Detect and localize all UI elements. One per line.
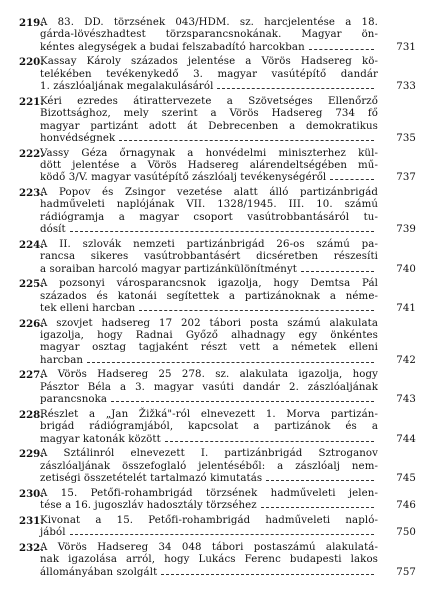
entry-title-line: nak igazolása arról, hogy Lukács Ferenc budapesti lakos bbox=[40, 554, 378, 566]
entry-title-last-line bbox=[40, 264, 378, 276]
entry-title-line: A 15. Petőfi-rohambrigád törzsének hadműveleti jelen- bbox=[40, 487, 378, 499]
entry-title-line: tek elleni harcban bbox=[40, 303, 136, 315]
entry-number: 230. bbox=[19, 487, 44, 500]
entry-number: 224. bbox=[19, 238, 44, 251]
entry-title-last-line bbox=[40, 394, 378, 406]
entry-title-line: A Popov és Zsingor vezetése alatt álló partizánbrigád bbox=[40, 187, 378, 199]
entry-title-line: A Vörös Hadsereg 34 048 tábori postaszámú alakulatá- bbox=[40, 541, 378, 553]
entry-title-line: Pásztor Béla a 3. magyar vasúti dandár 2. zászlóaljának bbox=[40, 381, 378, 393]
leader-dashes bbox=[266, 480, 374, 481]
entry-title bbox=[40, 318, 416, 368]
leader-dashes bbox=[139, 310, 374, 311]
entry-number: 225. bbox=[19, 278, 44, 291]
entry-title-line: parancsnoka bbox=[40, 394, 108, 406]
entry-page-number: 744 bbox=[396, 433, 416, 445]
entry-page-number: 746 bbox=[396, 500, 416, 512]
entry-title-last-line bbox=[40, 81, 378, 93]
entry-number: 228. bbox=[19, 408, 44, 421]
entry-title-line: dött jelentése a Vörös Hadsereg alárendeltségében mű- bbox=[40, 160, 378, 172]
entry-title-last-line bbox=[40, 303, 378, 315]
entry-title-line: kéntes alegységek a budai felszabadító harcokban bbox=[40, 41, 305, 53]
entry-page-number: 740 bbox=[396, 263, 416, 275]
entry-title-line: ködő 3/V. magyar vasútépítő zászlóalj tevékenységéről bbox=[40, 172, 327, 184]
entry-page-number: 735 bbox=[396, 133, 416, 145]
toc-entry bbox=[19, 542, 416, 579]
entry-page-number: 750 bbox=[396, 527, 416, 539]
entry-title-line: zetiségi összetételét tartalmazó kimutatás bbox=[40, 473, 263, 485]
entry-title-line: harcban bbox=[40, 354, 84, 366]
toc-entry bbox=[19, 56, 416, 93]
entry-title-line: jából bbox=[40, 527, 66, 539]
entry-number: 226. bbox=[19, 317, 44, 330]
entry-title-last-line bbox=[40, 133, 378, 145]
toc-entry bbox=[19, 17, 416, 54]
entry-title-last-line bbox=[40, 500, 378, 512]
entry-title-last-line bbox=[40, 567, 378, 579]
entry-number: 231. bbox=[19, 514, 44, 527]
leader-dashes bbox=[70, 231, 374, 232]
entry-page-number: 739 bbox=[396, 224, 416, 236]
leader-dashes bbox=[165, 441, 374, 442]
entry-title-line: rancsa sikeres vasútrobbantásért dicséretben részesíti bbox=[40, 251, 378, 263]
entry-title bbox=[40, 409, 416, 446]
entry-number: 219. bbox=[19, 17, 44, 29]
entry-title-line: magyar katonák között bbox=[40, 433, 161, 445]
entry-title-line: Vassy Géza őrnagynak a honvédelmi miniszterhez kül- bbox=[40, 147, 378, 159]
entry-title-line: A pozsonyi városparancsnok igazolja, hogy Demtsa Pál bbox=[40, 278, 378, 290]
entry-title-line: dósít bbox=[40, 224, 66, 236]
entry-page-number: 741 bbox=[396, 303, 416, 315]
entry-title-line: honvédségnek bbox=[40, 133, 116, 145]
entry-title bbox=[40, 515, 416, 540]
entry-title bbox=[40, 148, 416, 185]
entry-title-line: Kassay Károly százados jelentése a Vörös Hadsereg kö- bbox=[40, 56, 378, 68]
toc-entry bbox=[19, 369, 416, 406]
entry-number: 229. bbox=[19, 448, 44, 461]
entry-title-line: Részlet a „Jan Žižká"-ról elnevezett 1. Morva partizán- bbox=[40, 408, 378, 420]
entry-title-line: igazolja, hogy Radnai Győző alhadnagy egy önkéntes bbox=[40, 330, 378, 342]
leader-dashes bbox=[261, 507, 374, 508]
toc-entry bbox=[19, 96, 416, 146]
entry-title-line: Kivonat a 15. Petőfi-rohambrigád hadműveleti napló- bbox=[40, 514, 378, 526]
entry-title-line: magyar partizánt adott át Debrecenben a demokratikus bbox=[40, 120, 378, 132]
entry-title-last-line bbox=[40, 434, 378, 446]
entry-title-line: gárda-lövészhadtest törzsparancsnokának. Magyar ön- bbox=[40, 29, 378, 41]
entry-title bbox=[40, 448, 416, 485]
toc-entry bbox=[19, 515, 416, 540]
toc-entry bbox=[19, 488, 416, 513]
entry-title bbox=[40, 239, 416, 276]
entry-title-line: magyar osztag tagjaként részt vett a németek elleni bbox=[40, 342, 378, 354]
entry-number: 232. bbox=[19, 541, 44, 554]
entry-title bbox=[40, 187, 416, 237]
entry-title bbox=[40, 56, 416, 93]
entry-number: 221. bbox=[19, 95, 44, 108]
entry-title bbox=[40, 278, 416, 315]
leader-dashes bbox=[87, 362, 374, 363]
toc-entry bbox=[19, 448, 416, 485]
entry-title-last-line bbox=[40, 172, 378, 184]
entry-number: 222. bbox=[19, 147, 44, 160]
entry-title-line: Bizottsághoz, mely szerint a Vörös Hadsereg 734 fő bbox=[40, 108, 378, 120]
entry-title bbox=[40, 369, 416, 406]
leader-dashes bbox=[330, 179, 374, 180]
entry-title bbox=[40, 542, 416, 579]
entry-title-line: rádiógramja a magyar csoport vasútrobbantásáról tu- bbox=[40, 211, 378, 223]
toc-entry bbox=[19, 318, 416, 368]
entry-page-number: 743 bbox=[396, 394, 416, 406]
leader-dashes bbox=[70, 534, 374, 535]
leader-dashes bbox=[119, 140, 374, 141]
entry-title bbox=[40, 488, 416, 513]
entry-title bbox=[40, 17, 416, 54]
entry-title-last-line bbox=[40, 355, 378, 367]
entry-title-line: A 83. DD. törzsének 043/HDM. sz. harcjelentése a 18. bbox=[40, 17, 378, 28]
toc-entry bbox=[19, 409, 416, 446]
entry-title-last-line bbox=[40, 42, 378, 54]
entry-page-number: 757 bbox=[396, 566, 416, 578]
entry-page-number: 731 bbox=[396, 41, 416, 53]
entry-title-line: brigád rádiógramjából, kapcsolat a partizánok és a bbox=[40, 421, 378, 433]
entry-title-line: A Sztálinról elnevezett I. partizánbrigád Sztroganov bbox=[40, 448, 378, 460]
entry-page-number: 737 bbox=[396, 172, 416, 184]
entry-number: 220. bbox=[19, 56, 44, 69]
entry-title-last-line bbox=[40, 473, 378, 485]
toc-entry bbox=[19, 239, 416, 276]
leader-dashes bbox=[161, 574, 374, 575]
toc-entry bbox=[19, 278, 416, 315]
toc-entry bbox=[19, 187, 416, 237]
entry-number: 227. bbox=[19, 369, 44, 382]
toc-entry bbox=[19, 148, 416, 185]
entry-title-line: A II. szlovák nemzeti partizánbrigád 26-os számú pa- bbox=[40, 238, 378, 250]
entry-title-line: A szovjet hadsereg 17 202 tábori posta számú alakulata bbox=[40, 317, 378, 329]
entry-title-line: állományában szolgált bbox=[40, 566, 158, 578]
entry-title-last-line bbox=[40, 527, 378, 539]
entry-title-line: százados és katonái segítettek a partizánoknak a néme- bbox=[40, 290, 378, 302]
leader-dashes bbox=[111, 401, 374, 402]
entry-title-line: 1. zászlóaljának megalakulásáról bbox=[40, 81, 214, 93]
entry-title-line: zászlóaljának összefoglaló jelentéséből: a zászlóalj nem- bbox=[40, 460, 378, 472]
entry-title-line: Kéri ezredes átirattervezete a Szövetséges Ellenőrző bbox=[40, 95, 378, 107]
entry-page-number: 733 bbox=[396, 81, 416, 93]
entry-title-line: A Vörös Hadsereg 25 278. sz. alakulata igazolja, hogy bbox=[40, 369, 378, 381]
entry-title-last-line bbox=[40, 224, 378, 236]
entry-number: 223. bbox=[19, 187, 44, 200]
entry-title bbox=[40, 96, 416, 146]
entry-page-number: 742 bbox=[396, 354, 416, 366]
entry-title-line: telékében tevékenykedő 3. magyar vasútépítő dandár bbox=[40, 68, 378, 80]
leader-dashes bbox=[309, 49, 374, 50]
entry-title-line: hadműveleti naplójának VII. 1328/1945. III. 10. számú bbox=[40, 199, 378, 211]
entry-title-line: tése a 16. jugoszláv hadosztály törzséhez bbox=[40, 500, 257, 512]
leader-dashes bbox=[217, 88, 374, 89]
entry-page-number: 745 bbox=[396, 473, 416, 485]
leader-dashes bbox=[301, 271, 374, 272]
entry-title-line: a soraiban harcoló magyar partizánkülönítményt bbox=[40, 263, 297, 275]
